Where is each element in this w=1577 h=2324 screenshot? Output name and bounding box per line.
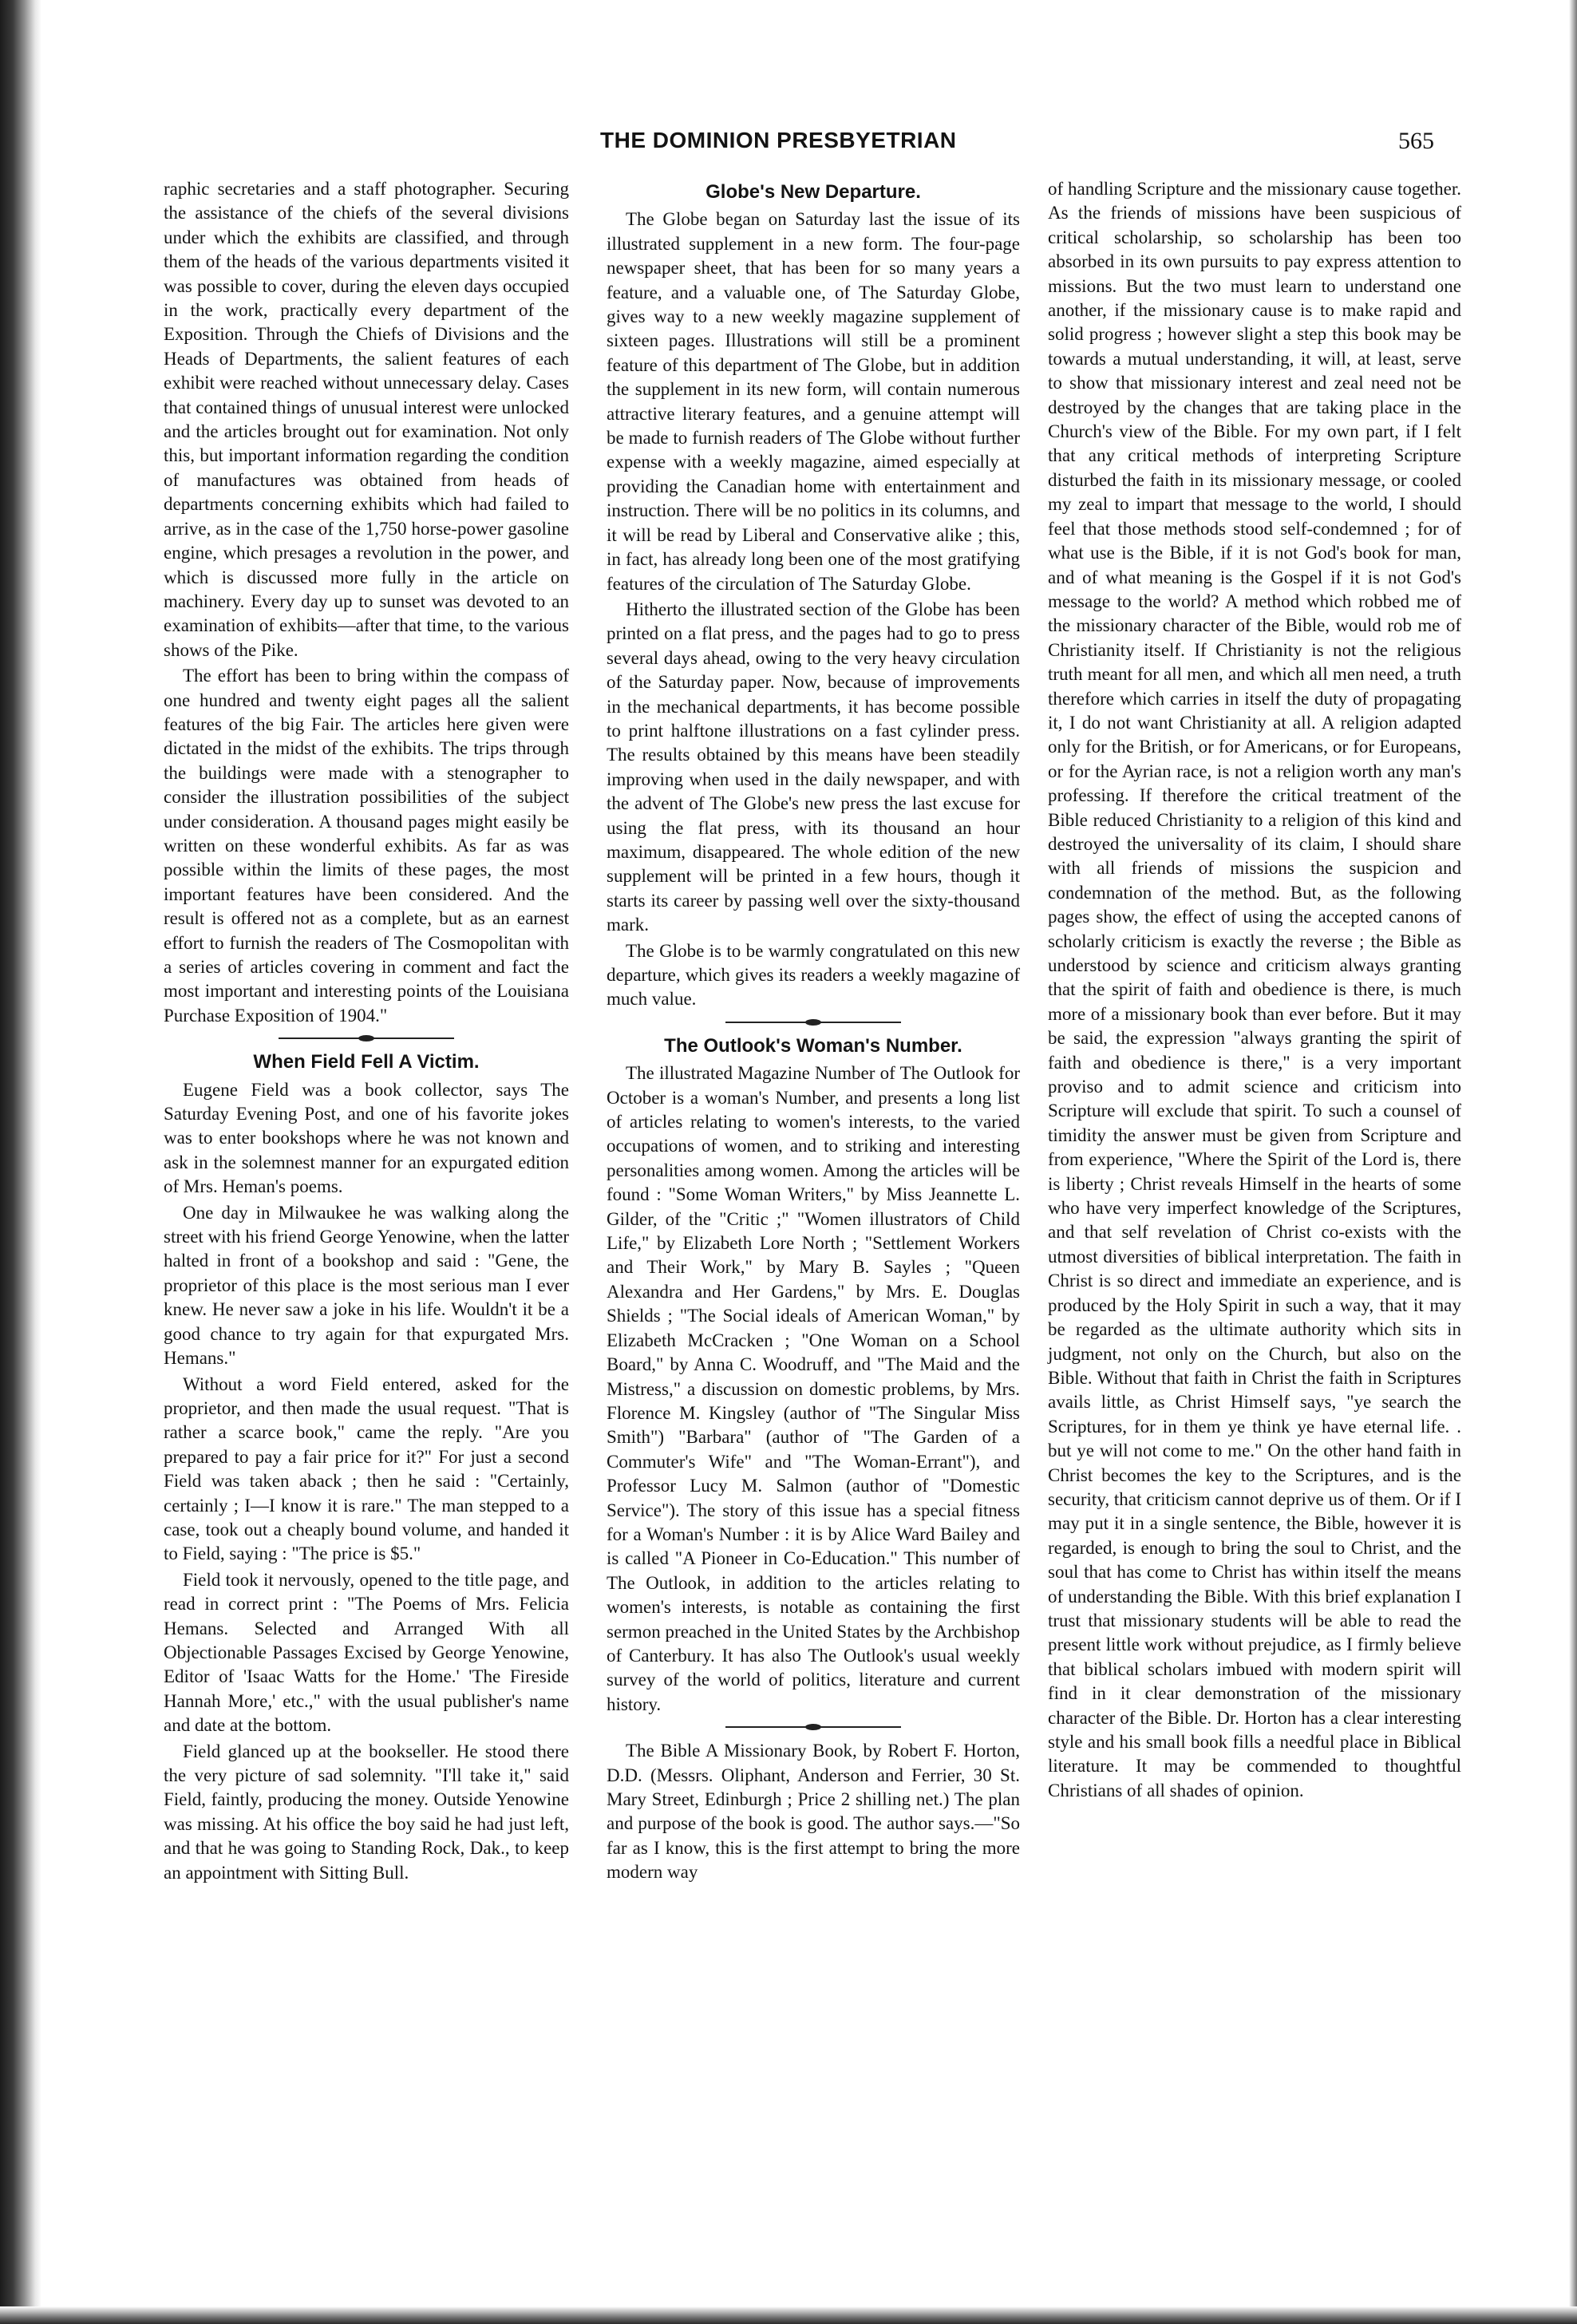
paragraph: of handling Scripture and the missionary cause together. As the friends of missions have been suspicious of critical scholarship, so scholarship has been too absorbed in its own pursuits to pay express attention to missions. But the two must learn to understand one another, if the missionary cause is to make rapid and solid progress ; however slight a step this book may be towards a mutual understanding, it will, at least, serve to show that missionary interest and zeal need not be destroyed by the changes that are taking place in the Church's view of the Bible. For my own part, if I felt that any critical methods of interpreting Scripture disturbed the faith in its missionary message, or cooled my zeal to impart that message to the world, I should feel that those methods stood self-condemned ; for of what use is the Bible, if it is not God's book for man, and of what meaning is the Gospel if it is not God's message to the world? A method which robbed me of the missionary character of the Bible, would rob me of Christianity itself. If Christianity is not the religious truth meant for all men, and which all men need, a truth therefore which carries in itself the duty of propagating it, I do not want Christianity at all. A religion adapted only for the British, or for Americans, or for Europeans, or for the Ayrian race, is not a religion worth any man's professing. If therefore the critical treatment of the Bible reduced Christianity to a religion of this kind and destroyed the universality of its claim, I should share with all friends of missions the suspicion and condemnation of the method. But, as the following pages show, the effect of using the accepted canons of scholarly criticism is exactly the reverse ; the Bible as understood by science and criticism always granting that the spirit of faith and obedience is there, is much more of a missionary book than ever before. But it may be said, the expression "always granting the spirit of faith and obedience is there," is a very important proviso and to admit science and criticism into Scripture will exclude that spirit. To such a counsel of timidity the answer must be given from Scripture and from experience, "Where the Spirit of the Lord is, there is liberty ; Christ reveals Himself in the hearts of some who have very imperfect knowledge of the Scriptures, and that self revelation of Christ co-exists with the utmost diversities of biblical interpretation. The faith in Christ is so direct and immediate an experience, and is produced by the Holy Spirit in such a way, that it may be regarded as the ultimate authority which sits in judgment, not only on the Church, but also on the Bible. Without that faith in Christ the faith in Scriptures avails little, as Christ Himself says, "ye search the Scriptures, for in them ye think ye have eternal life. . but ye will not come to me." On the other hand faith in Christ becomes the key to the Scriptures, and is the security, that criticism cannot deprive us of them. Or if I may put it in a single sentence, the Bible, however it is regarded, is enough to bring the soul to Christ, and the soul that has come to Christ has within itself the means of understanding the Bible. With this brief explanation I trust that missionary students will be able to read the present little work without prejudice, as I firmly believe that biblical scholars imbued with modern spirit will find in it clear demonstration of the missionary character of the Bible. Dr. Horton has a clear interesting style and his small book fills a needful place in Biblical literature. It may be commended to thoughtful Christians of all shades of opinion. (1048, 179, 1461, 1800)
paragraph: The effort has been to bring within the compass of one hundred and twenty eight pages all the salient features of the big Fair. The articles here given were dictated in the midst of the exhibits. The trips through the buildings were made with a stenographer to consider the illustration possibilities of the subject under consideration. A thousand pages might easily be written on these wonderful exhibits. As far as was possible within the limits of these pages, the most important features have been considered. And the result is offered not as a complete, but as an earnest effort to furnish the readers of The Cosmopolitan with a series of articles covering in comment and fact the most important and interesting points of the Louisiana Purchase Exposition of 1904." (164, 666, 569, 1026)
section-divider (279, 1038, 454, 1039)
column-left (164, 177, 569, 1887)
page-number: 565 (1398, 128, 1434, 154)
column-middle (607, 177, 1020, 1887)
section-divider (725, 1022, 901, 1023)
paragraph: The illustrated Magazine Number of The Outlook for October is a woman's Number, and presents a long list of articles relating to women's interests, to the varied occupations of women, and to striking and interesting personalities among women. Among the articles will be found : "Some Woman Writers," by Miss Jeannette L. Gilder, of the "Critic ;" "Women illustrators of Child Life," by Elizabeth Lore North ; "Settlement Workers and Their Work," by Mary B. Sayles ; "Queen Alexandra and Her Gardens," by Mrs. E. Douglas Shields ; "The Social ideals of American Woman," by Elizabeth McCracken ; "One Woman on a School Board," by Anna C. Woodruff, and "The Maid and the Mistress," a discussion on domestic problems, by Mrs. Florence M. Kingsley (author of "The Singular Miss Smith") "Barbara" (author of "The Garden of a Commuter's Wife" and "The Woman-Errant"), and Professor Lucy M. Salmon (author of "Domestic Service"). The story of this issue has a special fitness for a Woman's Number : it is by Alice Ward Bailey and is called "A Pioneer in Co-Education." This number of The Outlook, in addition to the articles relating to women's interests, is notable as containing the first sermon preached in the United States by the Archbishop of Canterbury. It has also The Outlook's usual weekly survey of the world of politics, literature and current history. (607, 1063, 1020, 1714)
paragraph: Field glanced up at the bookseller. He stood there the very picture of sad solemnity. "I'll take it," said Field, faintly, producing the money. Outside Yenowine was missing. At his office the boy said he had just left, and that he was going to Standing Rock, Dak., to keep an appointment with Sitting Bull. (164, 1741, 569, 1883)
paragraph: One day in Milwaukee he was walking along the street with his friend George Yenowine, when the latter halted in front of a bookshop and said : "Gene, the proprietor of this place is the most serious man I ever knew. He never saw a joke in his life. Wouldn't it be a good chance to try again for that expurgated Mrs. Hemans." (164, 1202, 570, 1369)
scan-shadow-bottom (0, 2306, 1577, 2324)
paragraph: The Bible A Missionary Book, by Robert F. Horton, D.D. (Messrs. Oliphant, Anderson and Ferrier, 30 St. Mary Street, Edinburgh ; Price 2 shilling net.) The plan and purpose of the book is good. The author says.—"So far as I know, this is the first attempt to bring the more modern way (607, 1741, 1020, 1883)
paragraph: raphic secretaries and a staff photographer. Securing the assistance of the chiefs of the several divisions under which the exhibits are classified, and through them of the heads of the various departments visited it was possible to cover, during the eleven days occupied in the work, practically every department of the Exposition. Through the Chiefs of Divisions and the Heads of Departments, the salient features of each exhibit were reached without unnecessary delay. Cases that contained things of unusual interest were unlocked and the articles brought out for examination. Not only this, but important information regarding the condition of manufactures was obtained from heads of departments concerning exhibits which had failed to arrive, as in the case of the 1,750 horse-power gasoline engine, which presages a revolution in the power, and which is discussed more fully in the article on machinery. Every day up to sunset was devoted to an examination of exhibits—after that time, to the various shows of the Pike. (164, 179, 569, 660)
paragraph: Hitherto the illustrated section of the Globe has been printed on a flat press, and the pages had to go to press several days ahead, owing to the very heavy circulation of the Saturday paper. Now, because of improvements in the mechanical departments, it has become possible to print halftone illustrations on a fast cylinder press. The results obtained by this means have been steadily improving when used in the daily newspaper, and with the advent of The Globe's new press the last excuse for using the flat press, with its thousand an hour maximum, disappeared. The whole edition of the new supplement will be printed in a few hours, though it starts its career by passing well over the sixty-thousand mark. (607, 599, 1020, 935)
section-divider (725, 1726, 901, 1728)
article-heading: Globe's New Departure. (706, 181, 921, 203)
scan-shadow-right (1569, 0, 1577, 2324)
article-heading: When Field Fell A Victim. (253, 1051, 480, 1073)
scan-shadow-left (0, 0, 42, 2324)
column-right (1048, 177, 1461, 1804)
paragraph: Field took it nervously, opened to the title page, and read in correct print : "The Poems of Mrs. Felicia Hemans. Selected and Arranged With all Objectionable Passages Excised by George Yenowine, Editor of 'Isaac Watts for the Home.' 'The Fireside Hannah More,' etc.," with the usual publisher's name and date at the bottom. (164, 1569, 569, 1736)
paragraph: Without a word Field entered, asked for the proprietor, and then made the usual request. "That is rather a scarce book," came the reply. "Are you prepared to pay a fair price for it?" For just a second Field was taken aback ; then he said : "Certainly, certainly ; I—I know it is rare." The man stepped to a case, took out a cheaply bound volume, and handed it to Field, saying : "The price is $5." (164, 1373, 569, 1564)
paragraph: The Globe began on Saturday last the issue of its illustrated supplement in a new form. The four-page newspaper sheet, that has been for so many years a feature, and a valuable one, of The Saturday Globe, gives way to a new weekly magazine supplement of sixteen pages. Illustrations will still be a prominent feature of this department of The Globe, but in addition the supplement in its new form, will contain numerous attractive literary features, and a genuine attempt will be made to furnish readers of The Globe without further expense with a weekly magazine, aimed especially at providing the Canadian home with entertainment and instruction. There will be no politics in its columns, and it will be read by Liberal and Conservative alike ; this, in fact, has already long been one of the most gratifying features of the circulation of The Saturday Globe. (607, 209, 1020, 594)
running-head-title: THE DOMINION PRESBYETRIAN (600, 128, 957, 152)
article-heading: The Outlook's Woman's Number. (664, 1034, 962, 1057)
paragraph: Eugene Field was a book collector, says The Saturday Evening Post, and one of his favorite jokes was to enter bookshops where he was not known and ask in the solemnest manner for an expurgated edition of Mrs. Heman's poems. (164, 1079, 569, 1197)
paragraph: The Globe is to be warmly congratulated on this new departure, which gives its readers a weekly magazine of much value. (607, 940, 1020, 1010)
